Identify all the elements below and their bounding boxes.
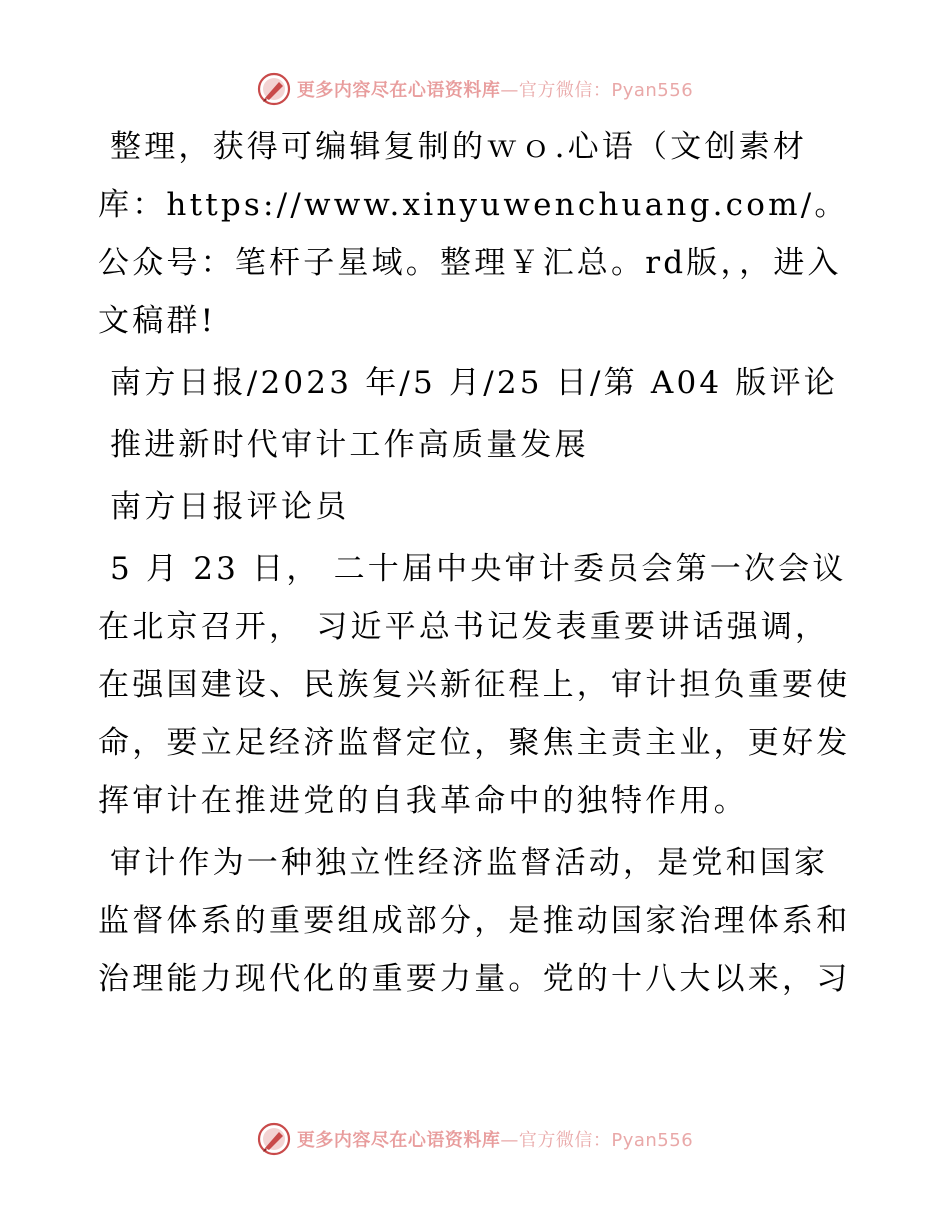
headline: 推进新时代审计工作高质量发展	[110, 427, 589, 463]
watermark-separator: —	[500, 1130, 519, 1151]
watermark-tail-text: 官方微信：	[518, 80, 612, 101]
byline: 南方日报评论员	[110, 489, 350, 525]
footer-watermark	[0, 1122, 950, 1156]
header-watermark	[0, 72, 950, 106]
watermark-main-text: 更多内容尽在心语资料库	[296, 1130, 501, 1151]
watermark-text	[297, 1126, 693, 1152]
watermark-wechat-id: Pyan556	[611, 80, 694, 101]
source-line: 南方日报/2023 年/5 月/25 日/第 A04 版评论	[110, 365, 838, 401]
pen-logo-icon	[257, 1122, 291, 1156]
watermark-main-text: 更多内容尽在心语资料库	[296, 80, 501, 101]
body-paragraph-2: 审计作为一种独立性经济监督活动，是党和国家监督体系的重要组成部分，是推动国家治理体系和治理能力现代化的重要力量。党的十八大以来，习	[98, 845, 851, 997]
body-paragraph-1: 5 月 23 日， 二十届中央审计委员会第一次会议在北京召开， 习近平总书记发表重要讲话强调，在强国建设、民族复兴新征程上，审计担负重要使命，要立足经济监督定位，聚焦主责主业，更好发挥审计在推进党的自我革命中的独特作用。	[98, 551, 851, 819]
watermark-wechat-id: Pyan556	[611, 1130, 694, 1151]
watermark-tail-text: 官方微信：	[518, 1130, 612, 1151]
pen-logo-icon	[257, 72, 291, 106]
watermark-text	[297, 76, 693, 102]
watermark-separator: —	[500, 80, 519, 101]
document-body	[98, 118, 858, 1012]
intro-paragraph: 整理，获得可编辑复制的ｗｏ.心语（文创素材库：https://www.xinyuwenchuang.com/。公众号：笔杆子星域。整理￥汇总。rd版，，进入文稿群!	[98, 129, 849, 339]
